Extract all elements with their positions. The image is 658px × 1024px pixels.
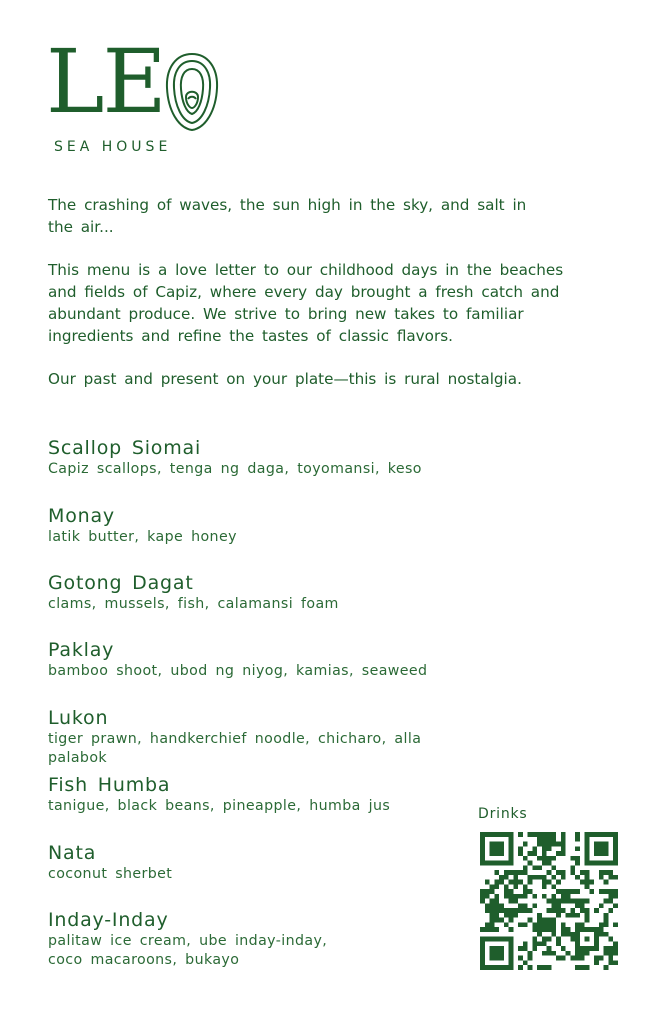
menu-item-description: tiger prawn, handkerchief noodle, chicharo, alla palabok — [48, 731, 422, 766]
menu-item-name: Paklay — [48, 639, 115, 661]
menu-item-name: Fish Humba — [48, 774, 171, 796]
intro-paragraph-3: Our past and present on your plate—this is rural nostalgia. — [48, 370, 522, 388]
drinks-label: Drinks — [478, 806, 528, 822]
menu-item-name: Scallop Siomai — [48, 437, 202, 459]
intro-paragraph-2: This menu is a love letter to our childhood days in the beaches and fields of Capiz, where every day brought a fresh catch and abundant produce. We strive to bring new takes to familiar ingredients and refine the tastes of classic flavors. — [48, 261, 564, 345]
menu-item-description: tanigue, black beans, pineapple, humba jus — [48, 798, 391, 814]
menu-item-description: clams, mussels, fish, calamansi foam — [48, 596, 339, 612]
menu-item — [48, 571, 339, 614]
menu-item-description: bamboo shoot, ubod ng niyog, kamias, seaweed — [48, 663, 428, 679]
menu-item-name: Nata — [48, 842, 97, 864]
menu-item-name: Gotong Dagat — [48, 572, 194, 594]
logo-subtitle: SEA HOUSE — [54, 139, 172, 155]
intro-text — [48, 194, 578, 411]
menu-item-name: Monay — [48, 505, 115, 527]
menu-item-description: coconut sherbet — [48, 866, 173, 882]
logo — [46, 30, 226, 162]
menu-item — [48, 841, 172, 884]
qr-code-icon[interactable] — [480, 832, 618, 970]
menu-item-description: palitaw ice cream, ube inday-inday, coco macaroons, bukayo — [48, 933, 328, 968]
menu-item-description: Capiz scallops, tenga ng daga, toyomansi, keso — [48, 461, 422, 477]
menu-item — [48, 908, 327, 970]
intro-paragraph-1: The crashing of waves, the sun high in the sky, and salt in the air... — [48, 196, 527, 236]
menu-item-name: Lukon — [48, 707, 109, 729]
logo-letters: LE — [46, 30, 165, 133]
menu-item-description: latik butter, kape honey — [48, 529, 237, 545]
menu-item — [48, 504, 237, 547]
oyster-icon — [164, 52, 220, 132]
menu-item — [48, 706, 468, 768]
menu-item — [48, 436, 422, 479]
menu-item — [48, 773, 390, 816]
menu-item-name: Inday-Inday — [48, 909, 169, 931]
menu-item — [48, 638, 427, 681]
